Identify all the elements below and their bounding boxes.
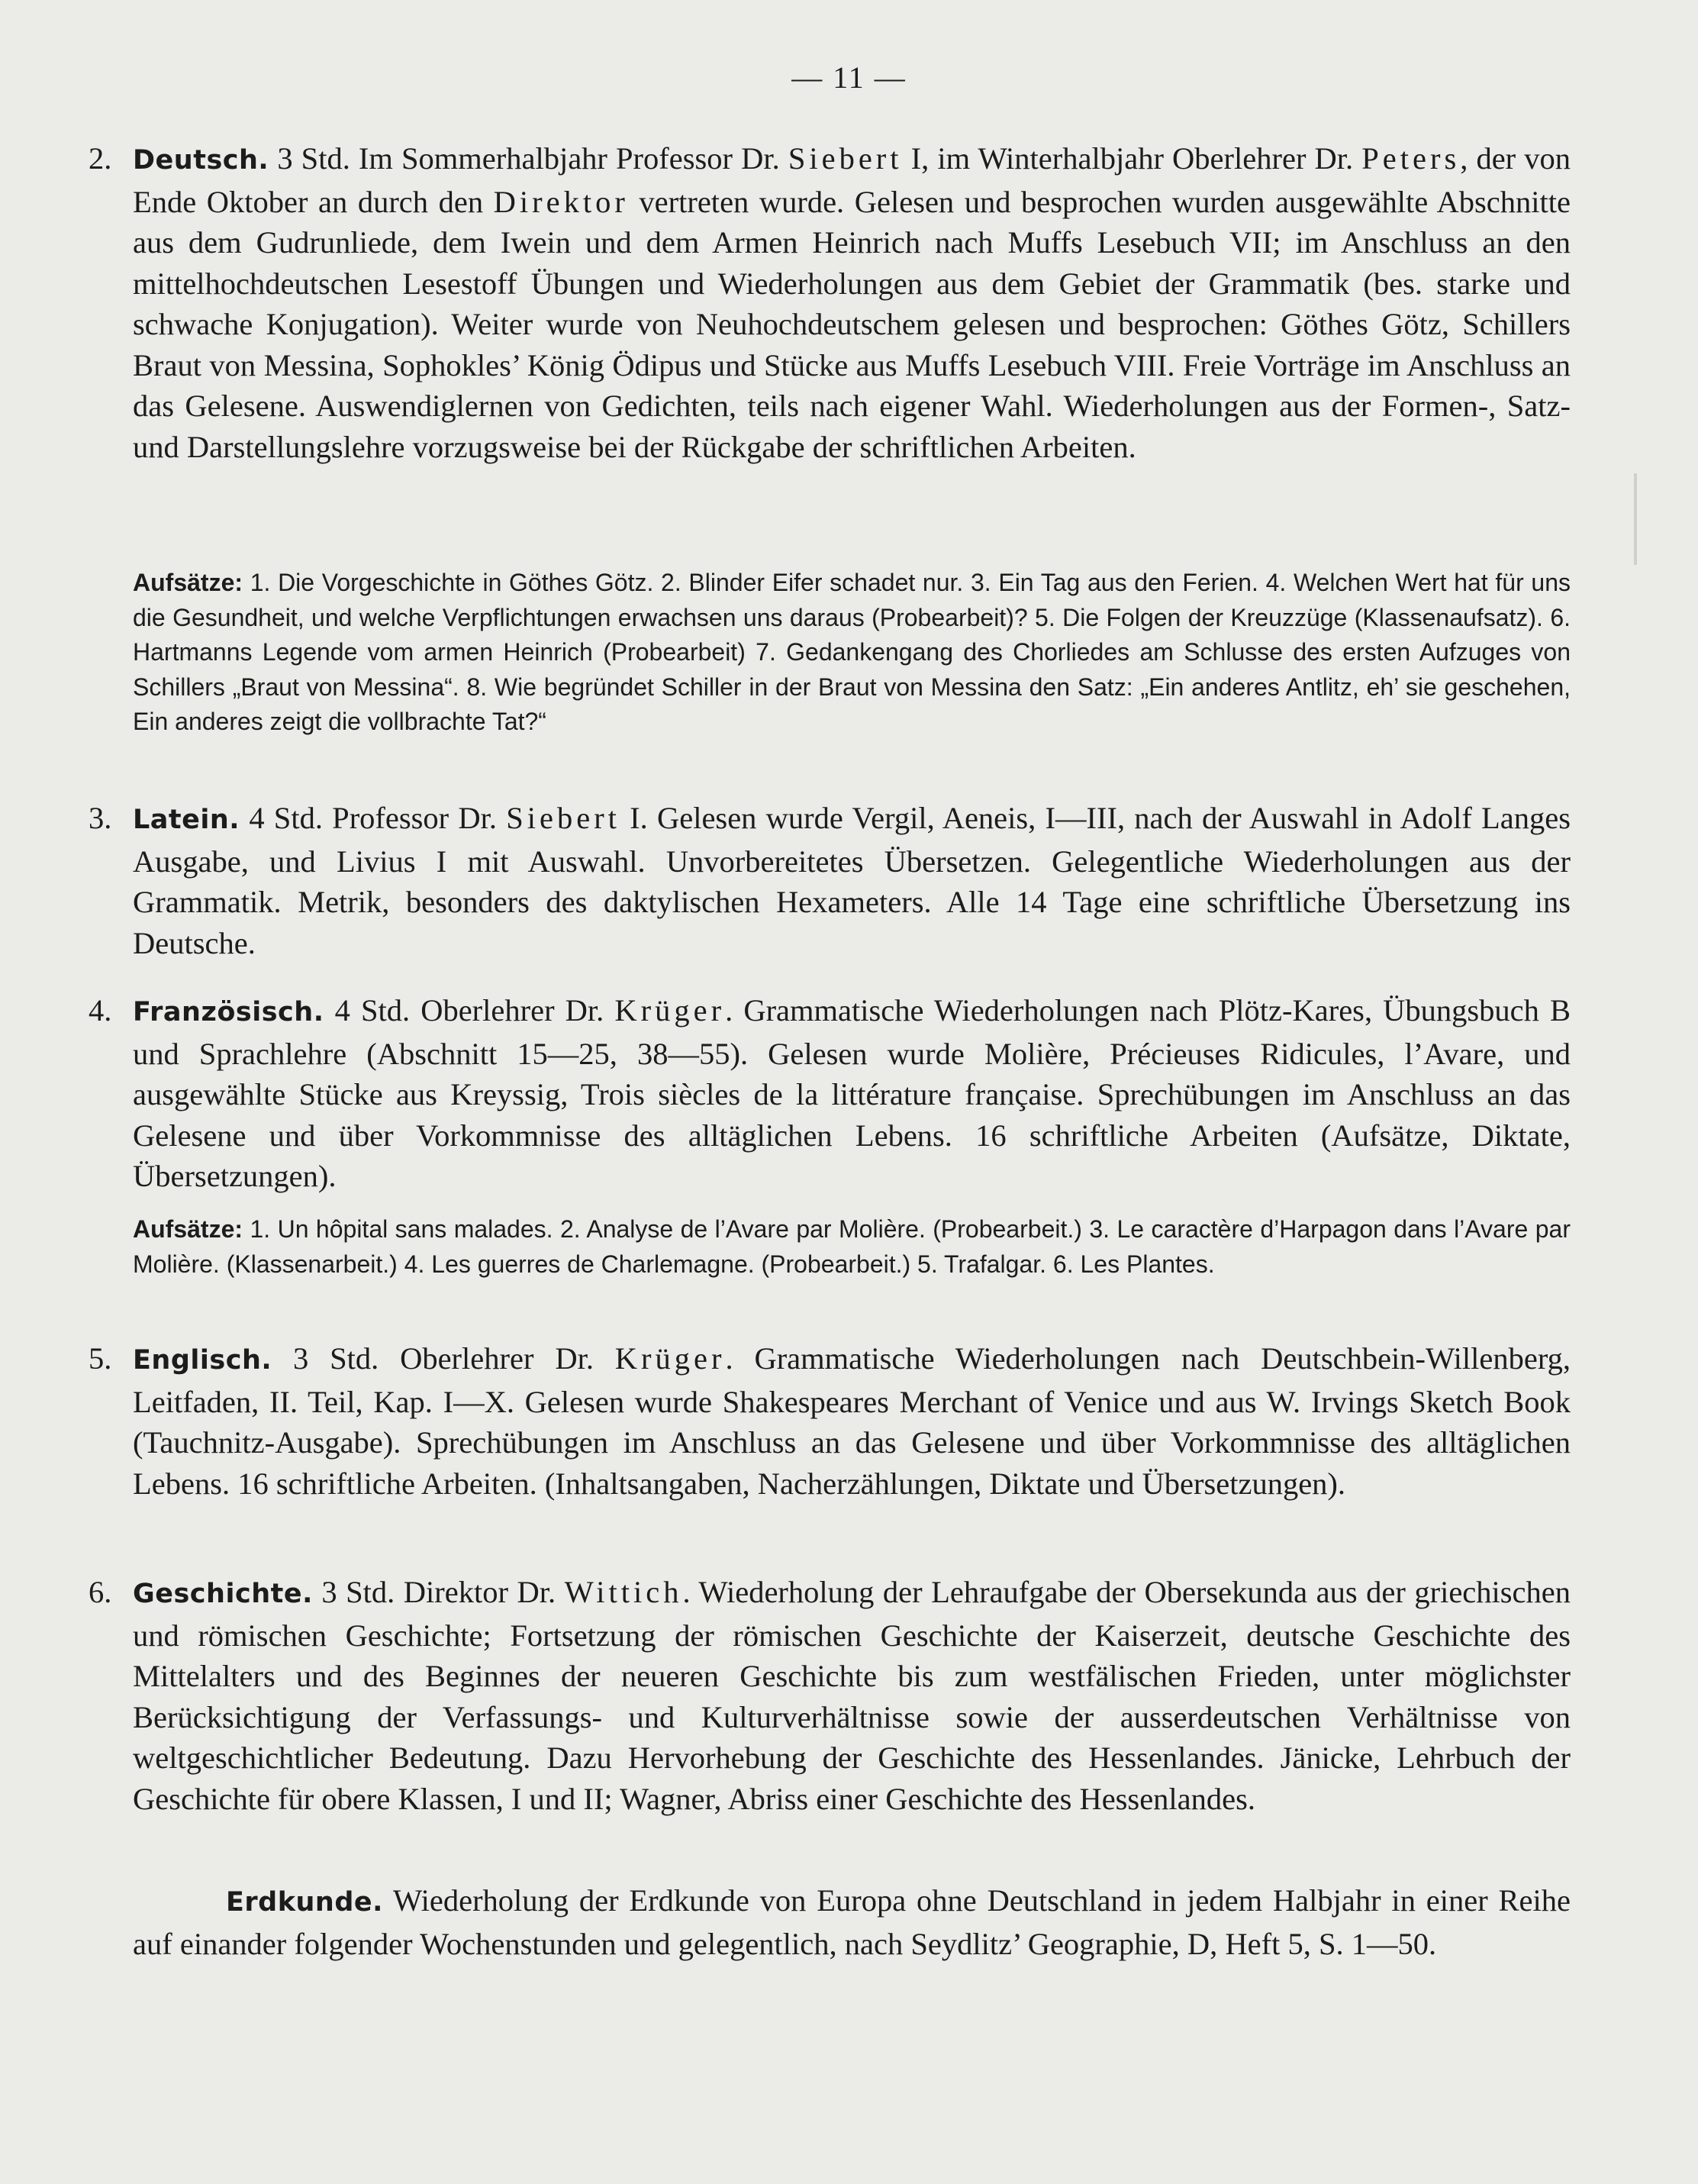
section-number: 3. bbox=[89, 801, 112, 835]
essays-deutsch bbox=[133, 566, 1571, 740]
teacher-name: Siebert bbox=[506, 801, 620, 835]
section-heading: Englisch. bbox=[133, 1345, 272, 1376]
section-heading: Erdkunde. bbox=[226, 1887, 383, 1918]
section-geschichte bbox=[89, 1572, 1571, 1819]
essays-text: 1. Die Vorgeschichte in Göthes Götz. 2. Blinder Eifer schadet nur. 3. Ein Tag aus den Ferien. 4. Welchen Wert hat für uns die Gesundheit, und welche Verpflichtungen erwachsen uns daraus (Probearbeit)? 5. Die Folgen der Kreuzzüge (Klassenaufsatz). 6. Hartmanns Legende vom armen Heinrich (Probearbeit) 7. Gedankengang des Chorliedes am Schlusse des ersten Aufzuges von Schillers „Braut von Messina“. 8. Wie begründet Schiller in der Braut von Messina den Satz: „Ein anderes Antlitz, eh’ sie geschehen, Ein anderes zeigt die vollbrachte Tat?“ bbox=[133, 569, 1571, 735]
teacher-name: Krüger bbox=[614, 1341, 726, 1376]
teacher-name: Wittich bbox=[564, 1575, 683, 1609]
essays-label: Aufsätze: bbox=[133, 569, 243, 596]
section-text: vertreten wurde. Gelesen und besprochen wurden ausgewählte Abschnitte aus dem Gudrunliede, dem Iwein und dem Armen Heinrich nach Muffs Lesebuch VII; im Anschluss an den mittelhochdeutschen Lesestoff Übungen und Wiederholungen aus dem Gebiet der Grammatik (bes. starke und schwache Konjugation). Weiter wurde von Neuhochdeutschem gelesen und besprochen: Göthes Götz, Schillers Braut von Messina, Sophokles’ König Ödipus und Stücke aus Muffs Lesebuch VIII. Freie Vorträge im Anschluss an das Gelesene. Auswendiglernen von Gedichten, teils nach eigener Wahl. Wiederholungen aus der Formen-, Satz- und Darstellungslehre vorzugsweise bei der Rückgabe der schriftlichen Arbeiten. bbox=[133, 184, 1571, 464]
section-text: . Wiederholung der Lehraufgabe der Obersekunda aus der griechischen und römischen Geschichte; Fortsetzung der römischen Geschichte der Kaiserzeit, deutsche Geschichte des Mittelalters und des Beginnes der neueren Geschichte bis zum westfälischen Frieden, unter möglichster Berücksichtigung der Verfassungs- und Kulturverhältnisse sowie der ausserdeutschen Verhältnisse von weltgeschichtlicher Bedeutung. Dazu Hervorhebung der Geschichte des Hessenlandes. Jänicke, Lehrbuch der Geschichte für obere Klassen, I und II; Wagner, Abriss einer Geschichte des Hessenlandes. bbox=[133, 1575, 1571, 1816]
teacher-name: Siebert bbox=[788, 141, 903, 176]
section-heading: Französisch. bbox=[133, 997, 324, 1027]
section-text: 4 Std. Professor Dr. bbox=[240, 801, 507, 835]
essays-label: Aufsätze: bbox=[133, 1215, 243, 1243]
essays-text: 1. Un hôpital sans malades. 2. Analyse de l’Avare par Molière. (Probearbeit.) 3. Le caractère d’Harpagon dans l’Avare par Molière. (Klassenarbeit.) 4. Les guerres de Charlemagne. (Probearbeit.) 5. Trafalgar. 6. Les Plantes. bbox=[133, 1215, 1571, 1278]
page-number: — 11 — bbox=[791, 60, 907, 95]
section-englisch bbox=[89, 1338, 1571, 1504]
section-text: 3 Std. Oberlehrer Dr. bbox=[272, 1341, 615, 1376]
section-number: 2. bbox=[89, 141, 112, 176]
section-number: 6. bbox=[89, 1575, 112, 1609]
section-text: , der von Ende Oktober an durch den bbox=[133, 141, 1571, 219]
teacher-name: Krüger bbox=[614, 993, 726, 1027]
section-text: 3 Std. Direktor Dr. bbox=[312, 1575, 565, 1609]
section-text: Wiederholung der Erdkunde von Europa ohne Deutschland in jedem Halbjahr in einer Reihe auf einander folgender Wochenstunden und gelegentlich, nach Seydlitz’ Geographie, D, Heft 5, S. 1—50. bbox=[133, 1883, 1571, 1961]
section-text: 3 Std. Im Sommerhalbjahr Professor Dr. bbox=[269, 141, 788, 176]
section-text: I, im Winterhalbjahr Oberlehrer Dr. bbox=[902, 141, 1362, 176]
section-text: . Grammatische Wiederholungen nach Deutschbein-Willenberg, Leitfaden, II. Teil, Kap. I—X. Gelesen wurde Shakespeares Merchant of Venice und aus W. Irvings Sketch Book (Tauchnitz-Ausgabe). Sprechübungen im Anschluss an das Gelesene und über Vorkommnisse des alltäglichen Lebens. 16 schriftliche Arbeiten. (Inhaltsangaben, Nacherzählungen, Diktate und Übersetzungen). bbox=[133, 1341, 1571, 1501]
section-text: I. Gelesen wurde Vergil, Aeneis, I—III, nach der Auswahl in Adolf Langes Ausgabe, und Livius I mit Auswahl. Unvorbereitetes Übersetzen. Gelegentliche Wiederholungen aus der Grammatik. Metrik, besonders des daktylischen Hexameters. Alle 14 Tage eine schriftliche Übersetzung ins Deutsche. bbox=[133, 801, 1571, 960]
essays-franzoesisch bbox=[133, 1212, 1571, 1282]
section-text: 4 Std. Oberlehrer Dr. bbox=[324, 993, 615, 1027]
section-franzoesisch bbox=[89, 990, 1571, 1197]
section-number: 5. bbox=[89, 1341, 112, 1376]
section-heading: Deutsch. bbox=[133, 145, 269, 176]
section-latein bbox=[89, 798, 1571, 963]
teacher-name: Direktor bbox=[493, 184, 629, 219]
section-heading: Geschichte. bbox=[133, 1579, 313, 1609]
section-erdkunde bbox=[133, 1880, 1571, 1964]
section-deutsch bbox=[89, 138, 1571, 467]
section-text: . Grammatische Wiederholungen nach Plötz-Kares, Übungsbuch B und Sprachlehre (Abschnitt 15—25, 38—55). Gelesen wurde Molière, Précieuses Ridicules, l’Avare, und ausgewählte Stücke aus Kreyssig, Trois siècles de la littérature française. Sprechübungen im Anschluss an das Gelesene und über Vorkommnisse des alltäglichen Lebens. 16 schriftliche Arbeiten (Aufsätze, Diktate, Übersetzungen). bbox=[133, 993, 1571, 1193]
section-number: 4. bbox=[89, 993, 112, 1027]
section-heading: Latein. bbox=[133, 805, 240, 835]
page-edge-mark bbox=[1634, 473, 1637, 565]
teacher-name: Peters bbox=[1361, 141, 1461, 176]
